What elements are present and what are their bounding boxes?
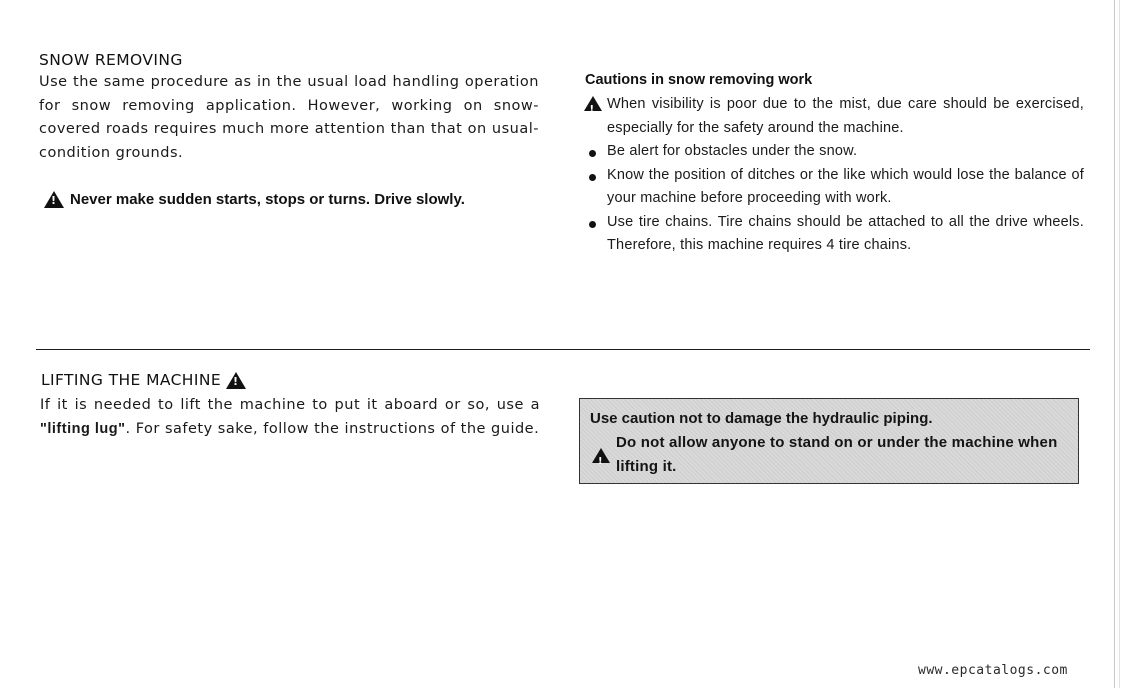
cautions-title: Cautions in snow removing work [585,72,813,88]
caution-item [578,93,1084,140]
caution-item-text: Know the position of ditches or the like which would lose the balance of your machine before proceeding with work. [607,166,1084,206]
snow-warning [44,191,465,208]
bullet-icon [589,150,596,157]
page-edge-secondary [1119,0,1120,688]
snow-removing-title: SNOW REMOVING [39,51,183,69]
caution-item [578,140,1084,164]
snow-warning-text: Never make sudden starts, stops or turns. Drive slowly. [70,191,465,208]
page-edge [1114,0,1115,688]
caution-item-text: Use tire chains. Tire chains should be attached to all the drive wheels. Therefore, this machine requires 4 tire chains. [607,213,1084,253]
notice-line-1: Use caution not to damage the hydraulic piping. [590,410,933,427]
caution-item-text: Be alert for obstacles under the snow. [607,143,858,159]
caution-item-text: When visibility is poor due to the mist, due care should be exercised, especially for the safety around the machine. [607,96,1084,136]
snow-removing-body: Use the same procedure as in the usual load handling operation for snow removing application. However, working on snow-covered roads requires much more attention than that on usual-condition grounds. [39,74,539,161]
notice-line-2: Do not allow anyone to stand on or under the machine when lifting it. [616,434,1058,475]
lifting-title-row [41,371,246,389]
caution-item [578,211,1084,258]
bullet-icon [589,174,596,181]
watermark-url: www.epcatalogs.com [918,663,1068,678]
warning-triangle-icon [44,191,64,208]
warning-triangle-icon [584,96,602,111]
caution-item [578,164,1084,211]
lifting-body-start: If it is needed to lift the machine to put it aboard or so, use a [40,397,540,413]
warning-triangle-icon [592,448,610,463]
notice-warning [590,431,1068,479]
section-divider [36,349,1090,350]
lifting-title: LIFTING THE MACHINE [41,371,222,389]
lifting-notice-box [579,398,1079,484]
warning-triangle-icon [226,372,246,389]
bullet-icon [589,221,596,228]
lifting-body-end: . For safety sake, follow the instructions of the guide. [125,420,540,437]
lifting-body [40,394,540,441]
lifting-lug-term: "lifting lug" [40,420,126,437]
cautions-list [578,93,1084,258]
